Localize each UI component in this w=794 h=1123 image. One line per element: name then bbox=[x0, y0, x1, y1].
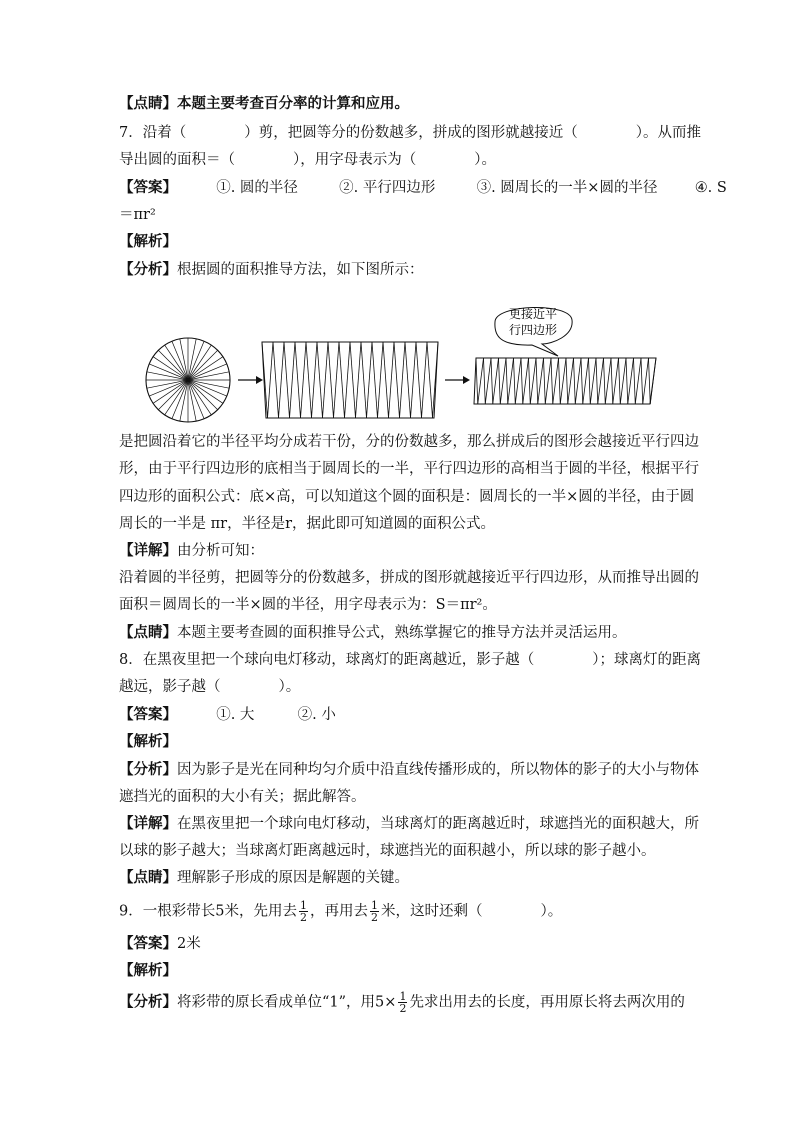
answer-text: 2米 bbox=[177, 936, 201, 952]
q7-fenxi bbox=[119, 260, 424, 280]
dianjing-tag: 【点睛】 bbox=[119, 869, 177, 886]
q7-answer-cont: ＝πr² bbox=[119, 207, 156, 223]
xiangjie-text: 在黑夜里把一个球向电灯移动，当球离灯的距离越近时，球遮挡光的面积越大，所 bbox=[177, 816, 699, 832]
rearranged-shape-coarse bbox=[262, 342, 438, 418]
fraction-denominator: 2 bbox=[299, 911, 307, 924]
q9-question bbox=[119, 900, 562, 923]
q8-answer bbox=[119, 705, 336, 725]
fenxi-text: 根据圆的面积推导方法，如下图所示： bbox=[177, 262, 424, 278]
fraction bbox=[299, 900, 308, 923]
q7-para-line: 形，由于平行四边形的底相当于圆周长的一半，平行四边形的高相当于圆的半径，根据平行 bbox=[119, 461, 699, 477]
q8-question-line1: 8．在黑夜里把一个球向电灯移动，球离灯的距离越近，影子越（ ）；球离灯的距离 bbox=[119, 652, 701, 668]
answer-item: ④. S bbox=[694, 180, 727, 196]
xiangjie-tag: 【详解】 bbox=[119, 542, 177, 559]
fraction-numerator: 1 bbox=[399, 990, 407, 1003]
q7-question-line1: 7．沿着（ ）剪，把圆等分的份数越多，拼成的图形就越接近（ ）。从而推 bbox=[119, 125, 701, 141]
q8-fenxi bbox=[119, 760, 699, 780]
answer-item: ②. 小 bbox=[297, 707, 336, 723]
q8-question-line2: 越远，影子越（ ）。 bbox=[119, 679, 301, 695]
q7-para-line: 四边形的面积公式：底×高，可以知道这个圆的面积是：圆周长的一半×圆的半径，由于圆 bbox=[119, 489, 695, 505]
answer-item: ③. 圆周长的一半×圆的半径 bbox=[476, 180, 658, 196]
bubble-line2: 行四边形 bbox=[508, 323, 558, 337]
fenxi-tag: 【分析】 bbox=[119, 261, 177, 278]
fraction-denominator: 2 bbox=[370, 911, 378, 924]
xiangjie-text: 由分析可知： bbox=[177, 543, 264, 559]
circle-area-figure bbox=[140, 296, 670, 426]
answer-tag: 【答案】 bbox=[119, 179, 177, 196]
answer-item: ①. 圆的半径 bbox=[216, 180, 298, 196]
dianjing-text: 理解影子形成的原因是解题的关键。 bbox=[177, 870, 409, 886]
dianjing-tag: 【点睛】 bbox=[119, 624, 177, 641]
q9-fenxi bbox=[119, 991, 685, 1014]
q7-question-line2: 导出圆的面积＝（ ），用字母表示为（ ）。 bbox=[119, 152, 496, 168]
fraction-numerator: 1 bbox=[370, 899, 378, 912]
arrow-icon bbox=[238, 376, 263, 384]
q7-para-line: 是把圆沿着它的半径平均分成若干份，分的份数越多，那么拼成后的图形会越接近平行四边 bbox=[119, 434, 699, 450]
fenxi-text: 因为影子是光在同种均匀介质中沿直线传播形成的，所以物体的影子的大小与物体 bbox=[177, 762, 699, 778]
q7-xiangjie-line: 面积＝圆周长的一半×圆的半径，用字母表示为：S＝πr²。 bbox=[119, 597, 497, 613]
q9-text: 9．一根彩带长5米，先用去 bbox=[119, 903, 297, 920]
fraction bbox=[398, 991, 407, 1014]
arrow-icon bbox=[445, 376, 470, 384]
q9-jiexi: 【解析】 bbox=[119, 962, 177, 979]
q6-dianjing: 【点睛】本题主要考查百分率的计算和应用。 bbox=[119, 95, 409, 112]
q8-xiangjie bbox=[119, 814, 699, 834]
q8-xiangjie-line: 以球的影子越大；当球离灯距离越远时，球遮挡光的面积越小，所以球的影子越小。 bbox=[119, 843, 656, 859]
answer-tag: 【答案】 bbox=[119, 935, 177, 952]
answer-item: ①. 大 bbox=[216, 707, 255, 723]
rearranged-shape-fine bbox=[474, 358, 656, 404]
q9-text: ，再用去 bbox=[309, 903, 368, 920]
q7-answer bbox=[119, 178, 727, 198]
fenxi-tag: 【分析】 bbox=[119, 993, 177, 1011]
q9-text: 米，这时还剩（ ）。 bbox=[380, 903, 563, 920]
q7-para-line: 周长的一半是 πr，半径是r，据此即可知道圆的面积公式。 bbox=[119, 516, 495, 532]
bubble-line1: 更接近平 bbox=[508, 307, 558, 321]
answer-item: ②. 平行四边形 bbox=[339, 180, 436, 196]
q8-jiexi: 【解析】 bbox=[119, 733, 177, 750]
divided-circle bbox=[146, 338, 230, 422]
q7-dianjing bbox=[119, 623, 627, 643]
speech-bubble bbox=[495, 306, 572, 356]
q9-answer bbox=[119, 934, 201, 954]
dianjing-text: 本题主要考查圆的面积推导公式，熟练掌握它的推导方法并灵活运用。 bbox=[177, 625, 627, 641]
fenxi-text: 先求出用去的长度，再用原长将去两次用的 bbox=[409, 994, 685, 1011]
q7-xiangjie bbox=[119, 541, 264, 561]
answer-tag: 【答案】 bbox=[119, 706, 177, 723]
fenxi-tag: 【分析】 bbox=[119, 761, 177, 778]
fraction-denominator: 2 bbox=[399, 1002, 407, 1015]
fenxi-text: 将彩带的原长看成单位“1”，用5× bbox=[177, 994, 397, 1011]
q7-xiangjie-line: 沿着圆的半径剪，把圆等分的份数越多，拼成的图形就越接近平行四边形，从而推导出圆的 bbox=[119, 570, 699, 586]
q8-dianjing bbox=[119, 868, 409, 888]
fraction bbox=[370, 900, 379, 923]
fraction-numerator: 1 bbox=[299, 899, 307, 912]
xiangjie-tag: 【详解】 bbox=[119, 815, 177, 832]
q7-jiexi: 【解析】 bbox=[119, 233, 177, 250]
q8-fenxi-line: 遮挡光的面积的大小有关；据此解答。 bbox=[119, 789, 366, 805]
